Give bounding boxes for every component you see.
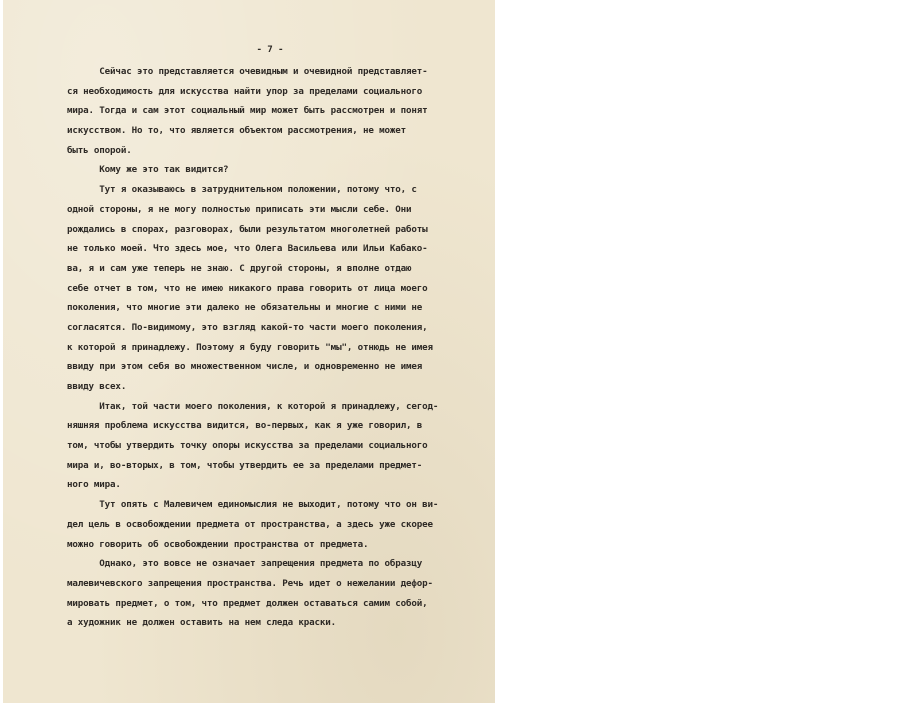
text-line: искусством. Но то, что является объектом рассмотрения, не может <box>67 125 407 137</box>
text-line: согласятся. По-видимому, это взгляд какой-то части моего поколения, <box>67 321 428 333</box>
text-line: малевичевского запрещения пространства. Речь идет о нежелании дефор- <box>67 577 433 589</box>
text-line: Сейчас это представляется очевидным и очевидной представляет- <box>67 66 428 77</box>
text-line: ввиду при этом себя во множественном числе, и одновременно не имея <box>67 361 423 373</box>
text-line: мира. Тогда и сам этот социальный мир может быть рассмотрен и понят <box>67 105 428 117</box>
page-number: - 7 - <box>256 44 284 55</box>
text-line: Однако, это вовсе не означает запрещения предмета по образцу <box>67 558 423 570</box>
text-line: том, чтобы утвердить точку опоры искусства за пределами социального <box>67 440 428 452</box>
text-line: рождались в спорах, разговорах, были результатом многолетней работы <box>67 223 428 235</box>
text-line: поколения, что многие эти далеко не обязательны и многие с ними не <box>67 302 423 314</box>
text-line: себе отчет в том, что не имею никакого права говорить от лица моего <box>67 282 428 294</box>
text-line: одной стороны, я не могу полностью приписать эти мысли себе. Они <box>67 203 412 215</box>
text-lines <box>67 62 493 633</box>
text-line: к которой я принадлежу. Поэтому я буду говорить "мы", отнюдь не имея <box>67 341 433 353</box>
page-text <box>67 38 493 633</box>
text-line: дел цель в освобождении предмета от пространства, а здесь уже скорее <box>67 518 433 530</box>
text-line: быть опорой. <box>67 144 132 156</box>
text-line: мировать предмет, о том, что предмет должен оставаться самим собой, <box>67 597 428 609</box>
text-line: мира и, во-вторых, в том, чтобы утвердить ее за пределами предмет- <box>67 459 423 471</box>
text-line: Тут я оказываюсь в затруднительном положении, потому что, с <box>67 184 417 196</box>
text-line: ного мира. <box>67 479 121 491</box>
text-line: ва, я и сам уже теперь не знаю. С другой стороны, я вполне отдаю <box>67 262 412 274</box>
text-line: няшняя проблема искусства видится, во-первых, как я уже говорил, в <box>67 420 423 432</box>
text-line: ся необходимость для искусства найти упор за пределами социального <box>67 85 423 97</box>
text-line: ввиду всех. <box>67 381 127 392</box>
text-line: а художник не должен оставить на нем следа краски. <box>67 617 337 629</box>
text-line: Кому же это так видится? <box>67 164 229 176</box>
text-line: Итак, той части моего поколения, к которой я принадлежу, сегод- <box>67 400 439 412</box>
text-line: не только моей. Что здесь мое, что Олега Васильева или Ильи Кабако- <box>67 243 428 255</box>
text-line: можно говорить об освобождении пространства от предмета. <box>67 538 369 550</box>
scanned-page <box>3 0 495 703</box>
text-line: Тут опять с Малевичем единомыслия не выходит, потому что он ви- <box>67 499 439 511</box>
